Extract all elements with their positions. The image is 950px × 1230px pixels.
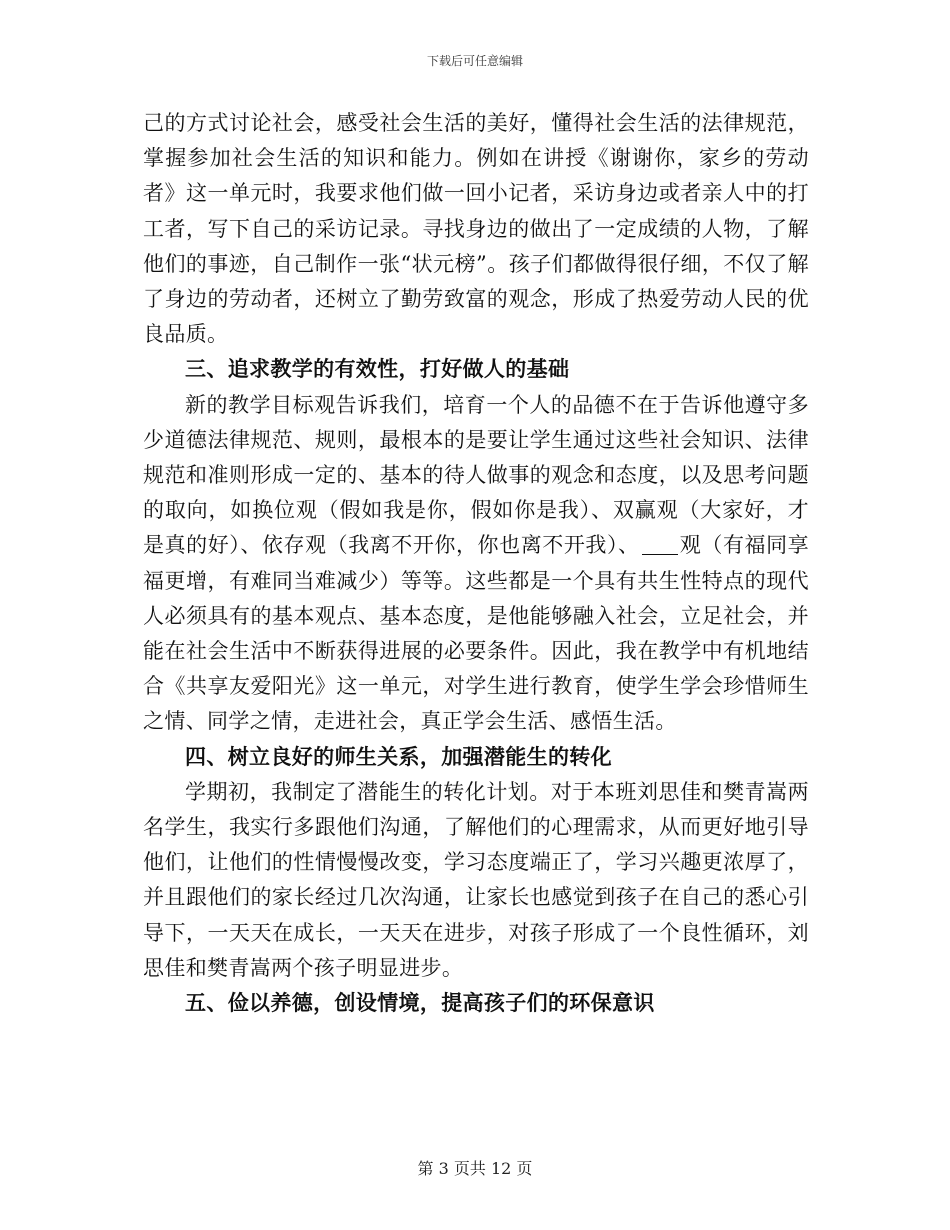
fill-in-blank bbox=[642, 534, 678, 555]
document-body bbox=[143, 106, 809, 1021]
section-heading-3: 三、追求教学的有效性，打好做人的基础 bbox=[185, 357, 570, 382]
page-header: 下载后可任意编辑 bbox=[426, 54, 523, 68]
page-footer: 第 3 页共 12 页 bbox=[417, 1159, 533, 1178]
section-heading-5: 五、俭以养德，创设情境，提高孩子们的环保意识 bbox=[185, 991, 655, 1016]
paragraph-teaching-goals bbox=[143, 388, 809, 740]
paragraph-teaching-goals-part1: 新的教学目标观告诉我们，培育一个人的品德不在于告诉他遵守多少道德法律规范、规则，最根本的是要让学生通过这些社会知识、法律规范和准则形成一定的、基本的待人做事的观念和态度，以及思考问题的取向，如换位观（假如我是你，假如你是我）、双赢观（大家好，才是真的好）、依存观（我离不开你，你也离不开我）、 bbox=[143, 392, 809, 558]
section-heading-4: 四、树立良好的师生关系，加强潜能生的转化 bbox=[185, 744, 612, 769]
paragraph-teaching-goals-part2: 观（有福同享福更增，有难同当难减少）等等。这些都是一个具有共生性特点的现代人必须具有的基本观点、基本态度，是他能够融入社会，立足社会，并能在社会生活中不断获得进展的必要条件。因此，我在教学中有机地结合《共享友爱阳光》这一单元，对学生进行教育，使学生学会珍惜师生之情、同学之情，走进社会，真正学会生活、感悟生活。 bbox=[143, 533, 809, 734]
paragraph-student-transformation: 学期初，我制定了潜能生的转化计划。对于本班刘思佳和樊青嵩两名学生，我实行多跟他们沟通，了解他们的心理需求，从而更好地引导他们，让他们的性情慢慢改变，学习态度端正了，学习兴趣更浓厚了，并且跟他们的家长经过几次沟通，让家长也感觉到孩子在自己的悉心引导下，一天天在成长，一天天在进步，对孩子形成了一个良性循环，刘思佳和樊青嵩两个孩子明显进步。 bbox=[143, 779, 809, 980]
paragraph-continuation: 己的方式讨论社会，感受社会生活的美好，懂得社会生活的法律规范，掌握参加社会生活的知识和能力。例如在讲授《谢谢你，家乡的劳动者》这一单元时，我要求他们做一回小记者，采访身边或者亲人中的打工者，写下自己的采访记录。寻找身边的做出了一定成绩的人物，了解他们的事迹，自己制作一张“状元榜”。孩子们都做得很仔细，不仅了解了身边的劳动者，还树立了勤劳致富的观念，形成了热爱劳动人民的优良品质。 bbox=[143, 111, 809, 347]
